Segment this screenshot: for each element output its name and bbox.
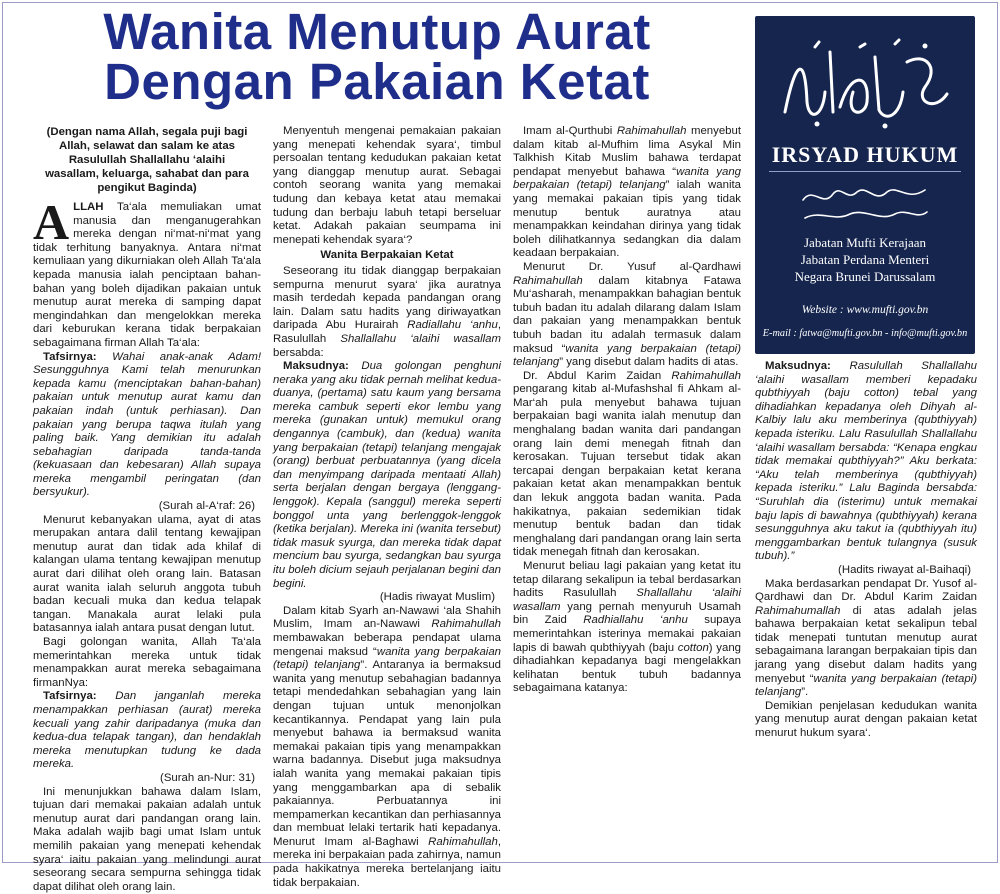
title-line-2: Dengan Pakaian Ketat (104, 53, 650, 110)
dept-line-1: Jabatan Mufti Kerajaan (803, 235, 926, 250)
source-citation: (Surah an-Nur: 31) (160, 771, 255, 784)
article-page (2, 2, 998, 893)
logo-divider (769, 171, 961, 172)
paragraph-4: Ini menunjukkan bahawa dalam Islam, tujuan dari memakai pakaian adalah untuk menutup aurat dari pandangan orang lain. Maka adalah wajib bagi umat Islam untuk memilih pakaian yang menepati kehendak syara‘ iaitu pakaian yang melindungi aurat seseorang secara sempurna sehingga tidak dapat dilihat oleh orang lain. (33, 785, 261, 893)
paragraph-5: Menyentuh mengenai pemakaian pakaian yang menepati kehendak syara‘, timbul persoalan tentang kedudukan pakaian ketat yang dianggap menutup aurat. Sebagai contoh seorang wanita yang memakai tudung dan kebaya ketat atau memakai tudung dan berbaju labuh tetapi berseluar ketat. Adakah pakaian seumpama ini menepati kehendak syara‘? (273, 125, 501, 246)
article-title (17, 3, 737, 110)
arabic-calligraphy-emblem-icon (775, 32, 955, 132)
paragraph-intro: ALLAH Ta‘ala memuliakan umat manusia dan menganugerahkan mereka dengan ni‘mat-ni‘mat yang tidak terhitung banyaknya. Antara ni‘mat kemuliaan yang dikurniakan oleh Allah Ta‘ala kepada manusia ialah penciptaan bahan-bahan yang boleh dijadikan pakaian untuk menutup aurat mereka di samping dapat mengindahkan dan mengelokkan mereka dari keburukan kerana tidak berpakaian sebagaimana firman Allah Ta‘ala: (33, 194, 261, 349)
arabic-jawi-script-icon (795, 178, 935, 228)
paragraph-10: Dr. Abdul Karim Zaidan Rahimahullah pengarang kitab al-Mufashshal fi Ahkam al-Mar‘ah pula menyebut bahawa tujuan berpakaian bagi wanita ialah menutup dan menghalang badan wanita dari pandangan orang lain demi menegah fitnah dan kerosakan. Tujuan tersebut tidak akan tercapai dengan berpakaian ketat kerana pakaian ketat akan menampakkan bentuk dan lekuk anggota badan wanita. Pada hakikatnya, pakaian sedemikian tidak menutup bentuk badan dan tidak menghalang dari pandangan orang lain serta tidak menegah fitnah dan kerosakan. (513, 369, 741, 559)
section-heading: Wanita Berpakaian Ketat (320, 249, 454, 262)
logo-department (755, 234, 975, 285)
paragraph-12: Maka berdasarkan pendapat Dr. Yusof al-Qardhawi dan Dr. Abdul Karim Zaidan Rahimahumallah di atas adalah jelas bahawa berpakaian ketat sekalipun tebal tidak menepati tuntutan menutup aurat sebagaimana larangan berpakaian tipis dan jarang yang disebut dalam hadits yang menyebut “wanita yang berpakaian (tetapi) telanjang”. (755, 577, 978, 699)
paragraph-9: Menurut Dr. Yusuf al-Qardhawi Rahimahullah dalam kitabnya Fatawa Mu‘asharah, menampakkan bahagian bentuk tubuh badan itu adalah dilarang dalam Islam dan pakaian yang menampakkan bentuk tubuh badan itu adalah termasuk dalam maksud “wanita yang berpakaian (tetapi) telanjang” yang disebut dalam hadits di atas. (513, 260, 742, 369)
paragraph-7: Dalam kitab Syarh an-Nawawi ‘ala Shahih Muslim, Imam an-Nawawi Rahimahullah membawakan beberapa pendapat ulama mengenai maksud “wanita yang berpakaian (tetapi) telanjang”. Antaranya ia bermaksud wanita yang menutup sebahagian badannya tetapi mendedahkan sebahagian yang lain dengan tujuan untuk menonjolkan kecantikannya. Pendapat yang lain pula menyebut bahawa ia bermaksud wanita memakai pakaian tipis yang menampakkan warna badannya. Disebut juga maksudnya ialah wanita yang memakai pakaian tipis yang menggambarkan apa di sebalik pakaiannya. Perbuatannya ini mempamerkan kecantikan dan perhiasannya dan membuat lelaki tertarik hati kepadanya. Menurut Imam al-Baghawi Rahimahullah, mereka ini berpakaian pada zahirnya, namun pada hakikatnya mereka bertelanjang iaitu tidak berpakaian. (273, 604, 501, 889)
maksud-quote-1: Maksudnya: Dua golongan penghuni neraka yang aku tidak pernah melihat kedua-duanya, (pertama) satu kaum yang bersama mereka cambuk seperti ekor lembu yang mereka (gunakan untuk) memukul orang dengannya (cambuk), dan (kedua) wanita yang berpakaian (tetapi) telanjang mengajak (orang) berbuat perbuatannya (yang dicela dan menyimpang daripada mentaati Allah) serta berjalan dengan bergaya (lenggang-lenggok). Kepala (sanggul) mereka seperti bonggol unta yang berlenggok-lenggok (ketika berjalan). Mereka ini (wanita tersebut) tidak masuk syurga, dan mereka tidak dapat mencium bau syurga, sedangkan bau syurga itu boleh dicium sejauh perjalanan begini dan begini. (273, 360, 501, 590)
article-column-1 (33, 125, 261, 893)
article-column-2 (273, 125, 501, 889)
article-column-4 (755, 360, 977, 855)
logo-email: E-mail : fatwa@mufti.gov.bn - info@mufti.gov.bn (762, 328, 968, 339)
paragraph-13: Demikian penjelasan kedudukan wanita yang menutup aurat dengan pakaian ketat menurut hukum syara‘. (755, 699, 977, 740)
source-citation: (Hadits riwayat al-Baihaqi) (838, 563, 971, 576)
paragraph-2: Menurut kebanyakan ulama, ayat di atas merupakan antara dalil tentang kewajipan menutup aurat dan tidak ada khilaf di kalangan ulama tentang kewajipan menutup aurat dari dilihat oleh orang lain. Batasan aurat wanita ialah seluruh anggota tubuh badan kecuali muka dan kedua telapak tangan. Manakala aurat lelaki pula batasannya ialah antara pusat dengan lutut. (33, 513, 261, 635)
source-citation: (Hadis riwayat Muslim) (379, 591, 495, 604)
source-citation: (Surah al-A‘raf: 26) (158, 500, 255, 513)
paragraph-8: Imam al-Qurthubi Rahimahullah menyebut dalam kitab al-Mufhim lima Asykal Min Talkhish Kitab Muslim bahawa terdapat pendapat menyebut bahawa “wanita yang berpakaian (tetapi) telanjang” ialah wanita yang memakai pakaian tipis yang tidak menutup bentuk auratnya atau menampakkan keindahan dirinya yang tidak boleh dilihatkannya sedangkan dia dalam keadaan berpakaian. (513, 125, 741, 260)
irsyad-hukum-logo (755, 16, 975, 354)
tafsir-quote-2: Tafsirnya: Dan janganlah mereka menampakkan perhiasan (aurat) mereka kecuali yang zahir daripadanya (muka dan kedua-dua telapak tangan), dan hendaklah mereka menutupkan tudung ke dada mereka. (33, 690, 261, 771)
paragraph-3: Bagi golongan wanita, Allah Ta‘ala memerintahkan mereka untuk tidak menampakkan aurat mereka sebagaimana firmanNya: (33, 636, 261, 689)
dept-line-3: Negara Brunei Darussalam (794, 269, 936, 284)
logo-brand-text: IRSYAD HUKUM (771, 142, 959, 167)
paragraph-6: Seseorang itu tidak dianggap berpakaian sempurna menurut syara‘ jika auratnya masih terdedah kepada pandangan orang lain. Dalam satu hadits yang diriwayatkan daripada Abu Hurairah Radiallahu ‘anhu, Rasulullah Shallallahu ‘alaihi wasallam bersabda: (273, 264, 501, 359)
opening-invocation: (Dengan nama Allah, segala puji bagi Allah, selawat dan salam ke atas Rasulullah Shallallahu ‘alaihi wasallam, keluarga, sahabat dan para pengikut Baginda) (45, 126, 249, 194)
maksud-quote-2: Maksudnya: Rasulullah Shallallahu ‘alaihi wasallam memberi kepadaku qubthiyyah (baju cotton) tebal yang dihadiahkan kepadanya oleh Dihyah al-Kalbiy lalu aku memberinya (qubthiyyah) kepada isteriku. Lalu Rasulullah Shallallahu ‘alaihi wasallam bersabda: “Kenapa engkau tidak memakai qubthiyyah?” Aku berkata: “Aku telah memberinya (qubthiyyah) kepada isteriku.” Lalu Baginda bersabda: “Suruhlah dia (isterimu) untuk memakai baju lapis di bawahnya (qubthiyyah) kerana sesungguhnya aku takut ia (qubthiyyah itu) menggambarkan bentuk tulangnya (susuk tubuh).” (755, 360, 977, 563)
logo-website: Website : www.mufti.gov.bn (801, 304, 929, 316)
title-line-1: Wanita Menutup Aurat (103, 3, 651, 60)
dept-line-2: Jabatan Perdana Menteri (800, 252, 930, 267)
paragraph-11: Menurut beliau lagi pakaian yang ketat itu tetap dilarang sekalipun ia tebal berdasarkan hadits Rasulullah Shallallahu ‘alaihi wasallam yang pernah menyuruh Usamah bin Zaid Radhiallahu ‘anhu supaya memerintahkan isterinya memakai pakaian lapis di bawah qubthiyyah (baju cotton) yang dihadiahkan kepadanya bagi mengelakkan kelihatan bentuk tubuh badannya sebagaimana katanya: (513, 560, 741, 695)
article-column-3 (513, 125, 741, 855)
drop-cap: A (33, 194, 70, 250)
tafsir-quote-1: Tafsirnya: Wahai anak-anak Adam! Sesungguhnya Kami telah menurunkan kepada kamu (menciptakan bahan-bahan) pakaian untuk menutup aurat kamu dan pakaian indah (untuk perhiasan). Dan pakaian yang berupa taqwa itulah yang paling baik. Yang demikian itu adalah sebahagian daripada tanda-tanda (kekuasaan dan kebesaran) Allah supaya mereka mengambil peringatan (dan bersyukur). (33, 350, 261, 499)
